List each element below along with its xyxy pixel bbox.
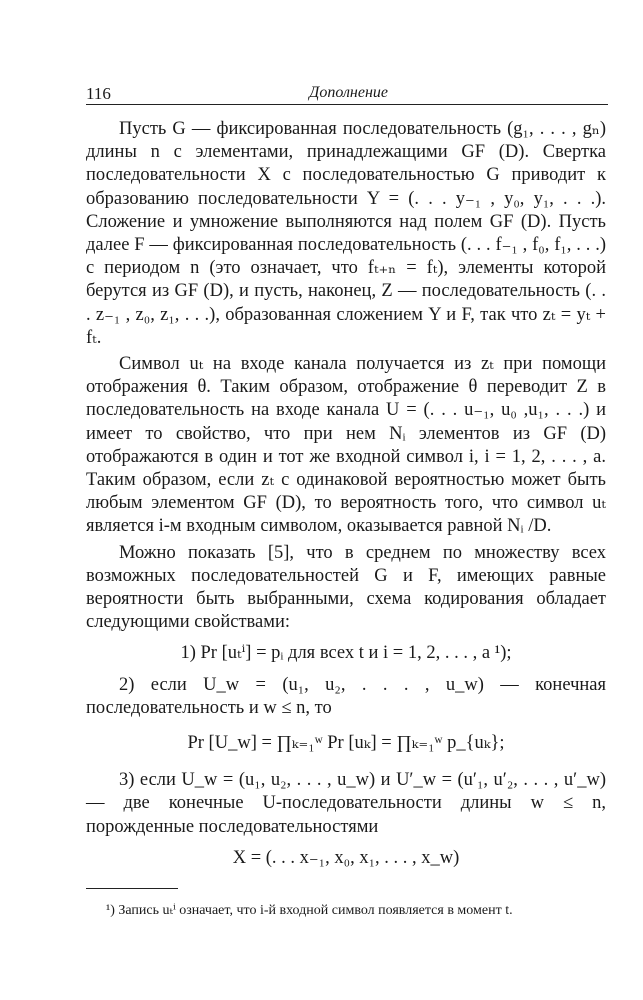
product-formula: Pr [U_w] = ∏ₖ₌₁ʷ Pr [uₖ] = ∏ₖ₌₁ʷ p_{uₖ};	[187, 733, 505, 754]
property-2: 2) если U_w = (u₁, u₂, . . . , u_w) — конечная последовательность и w ≤ n, то	[86, 674, 606, 718]
sequence-x-formula: X = (. . . x₋₁, x₀, x₁, . . . , x_w)	[232, 847, 460, 868]
property-1: 1) Pr [uₜⁱ] = pᵢ для всех t и i = 1, 2, . . . , a ¹);	[180, 643, 512, 664]
paragraph-properties-intro: Можно показать [5], что в среднем по множеству всех возможных последовательностей G и F, имеющих равные вероятности быть выбранными, схема кодирования обладает следующими свойствами:	[86, 542, 606, 633]
footnote-rule	[86, 888, 178, 889]
header-rule	[86, 104, 608, 105]
paragraph-sequences: Пусть G — фиксированная последовательность (g₁, . . . , gₙ) длины n с элементами, принадлежащими GF (D). Свертка последовательности X с последовательностью G приводит к образованию последовательности Y = (. . . y₋₁ , y₀, y₁, . . .). Сложение и умножение выполняются над полем GF (D). Пусть далее F — фиксированная последовательность (. . . f₋₁ , f₀, f₁, . . .) с периодом n (это означает, что fₜ₊ₙ = fₜ), элементы которой берутся из GF (D), и пусть, наконец, Z — последовательность (. . . z₋₁ , z₀, z₁, . . .), образованная сложением Y и F, так что zₜ = yₜ + fₜ.	[86, 119, 606, 348]
footnote: ¹) Запись uₜⁱ означает, что i-й входной символ появляется в момент t.	[106, 903, 513, 918]
section-title: Дополнение	[309, 84, 388, 101]
page-number: 116	[86, 84, 111, 103]
property-3: 3) если U_w = (u₁, u₂, . . . , u_w) и U′_w = (u′₁, u′₂, . . . , u′_w) — две конечные U-последовательности длины w ≤ n, порожденные последовательностями	[86, 770, 606, 837]
paragraph-channel-symbol: Символ uₜ на входе канала получается из zₜ при помощи отображения θ. Таким образом, отображение θ переводит Z в последовательность на входе канала U = (. . . u₋₁, u₀ ,u₁, . . .) и имеет то свойство, что при нем Nᵢ элементов из GF (D) отображаются в один и тот же входной символ i, i = 1, 2, . . . , a. Таким образом, если zₜ с одинаковой вероятностью может быть любым элементом GF (D), то вероятность того, что символ uₜ является i-м входным символом, оказывается равной Nᵢ /D.	[86, 354, 606, 537]
running-head	[86, 84, 606, 106]
body-text	[86, 118, 606, 878]
